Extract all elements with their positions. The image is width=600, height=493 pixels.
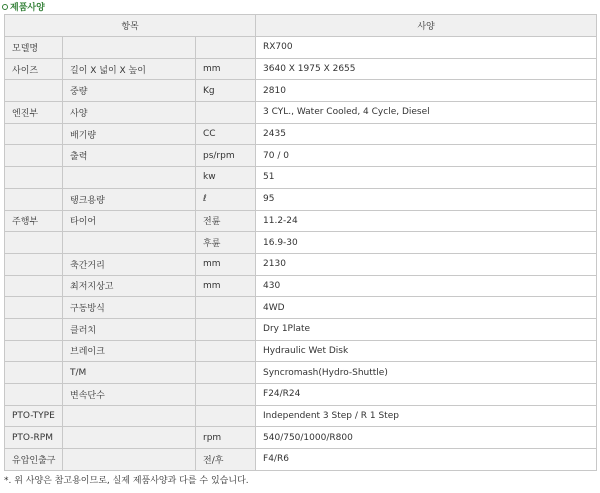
unit-cell [196,318,256,340]
unit-cell [196,102,256,124]
item-cell: 중량 [63,80,196,102]
header-spec: 사양 [256,15,597,37]
circle-bullet-icon [2,4,8,10]
category-cell [5,145,63,167]
item-cell: 길이 X 넓이 X 높이 [63,58,196,80]
unit-cell [196,384,256,406]
item-cell [63,167,196,189]
table-row [5,58,597,80]
unit-cell: rpm [196,427,256,449]
table-row [5,145,597,167]
table-row [5,340,597,362]
category-cell: PTO-RPM [5,427,63,449]
unit-cell: 후륜 [196,232,256,254]
category-cell: 주행부 [5,210,63,232]
table-header-row [5,15,597,37]
value-cell: 16.9-30 [256,232,597,254]
unit-cell: mm [196,253,256,275]
item-cell: T/M [63,362,196,384]
table-row [5,427,597,449]
item-cell [63,37,196,59]
category-cell: 엔진부 [5,102,63,124]
category-cell [5,123,63,145]
value-cell: Independent 3 Step / R 1 Step [256,405,597,427]
category-cell [5,188,63,210]
item-cell: 배기량 [63,123,196,145]
table-row [5,405,597,427]
value-cell: 540/750/1000/R800 [256,427,597,449]
unit-cell: Kg [196,80,256,102]
unit-cell [196,405,256,427]
category-cell: 사이즈 [5,58,63,80]
item-cell: 최저지상고 [63,275,196,297]
table-row [5,80,597,102]
spec-table-body [5,37,597,471]
item-cell: 사양 [63,102,196,124]
table-row [5,188,597,210]
table-row [5,362,597,384]
value-cell: Hydraulic Wet Disk [256,340,597,362]
value-cell: 3 CYL., Water Cooled, 4 Cycle, Diesel [256,102,597,124]
category-cell [5,253,63,275]
value-cell: Dry 1Plate [256,318,597,340]
unit-cell: 전륜 [196,210,256,232]
table-row [5,232,597,254]
unit-cell: ℓ [196,188,256,210]
table-row [5,253,597,275]
category-cell [5,232,63,254]
footnote: *. 위 사양은 참고용이므로, 실제 제품사양과 다를 수 있습니다. [4,476,249,486]
category-cell [5,340,63,362]
category-cell: 유압인출구 [5,449,63,471]
item-cell: 브레이크 [63,340,196,362]
value-cell: F24/R24 [256,384,597,406]
value-cell: 95 [256,188,597,210]
unit-cell: 전/후 [196,449,256,471]
section-title-text: 제품사양 [10,3,45,13]
category-cell [5,384,63,406]
table-row [5,384,597,406]
category-cell [5,80,63,102]
value-cell: 2435 [256,123,597,145]
unit-cell: ps/rpm [196,145,256,167]
value-cell: 430 [256,275,597,297]
item-cell: 클러치 [63,318,196,340]
unit-cell: kw [196,167,256,189]
header-item: 항목 [5,15,256,37]
category-cell: PTO-TYPE [5,405,63,427]
table-row [5,275,597,297]
section-title [2,0,45,13]
value-cell: 3640 X 1975 X 2655 [256,58,597,80]
table-row [5,297,597,319]
item-cell: 타이어 [63,210,196,232]
value-cell: F4/R6 [256,449,597,471]
category-cell [5,275,63,297]
value-cell: 51 [256,167,597,189]
item-cell [63,449,196,471]
unit-cell [196,37,256,59]
table-row [5,102,597,124]
item-cell: 출력 [63,145,196,167]
item-cell [63,232,196,254]
category-cell [5,362,63,384]
item-cell: 변속단수 [63,384,196,406]
category-cell [5,318,63,340]
value-cell: 2810 [256,80,597,102]
table-row [5,37,597,59]
item-cell [63,405,196,427]
value-cell: 4WD [256,297,597,319]
table-row [5,210,597,232]
value-cell: Syncromash(Hydro-Shuttle) [256,362,597,384]
value-cell: 2130 [256,253,597,275]
table-row [5,318,597,340]
unit-cell [196,340,256,362]
unit-cell [196,297,256,319]
table-row [5,167,597,189]
value-cell: 11.2-24 [256,210,597,232]
spec-table [4,14,597,471]
item-cell: 축간거리 [63,253,196,275]
table-row [5,449,597,471]
table-row [5,123,597,145]
category-cell: 모델명 [5,37,63,59]
value-cell: 70 / 0 [256,145,597,167]
value-cell: RX700 [256,37,597,59]
unit-cell: CC [196,123,256,145]
unit-cell: mm [196,275,256,297]
category-cell [5,297,63,319]
item-cell: 탱크용량 [63,188,196,210]
category-cell [5,167,63,189]
unit-cell [196,362,256,384]
unit-cell: mm [196,58,256,80]
item-cell [63,427,196,449]
item-cell: 구동방식 [63,297,196,319]
